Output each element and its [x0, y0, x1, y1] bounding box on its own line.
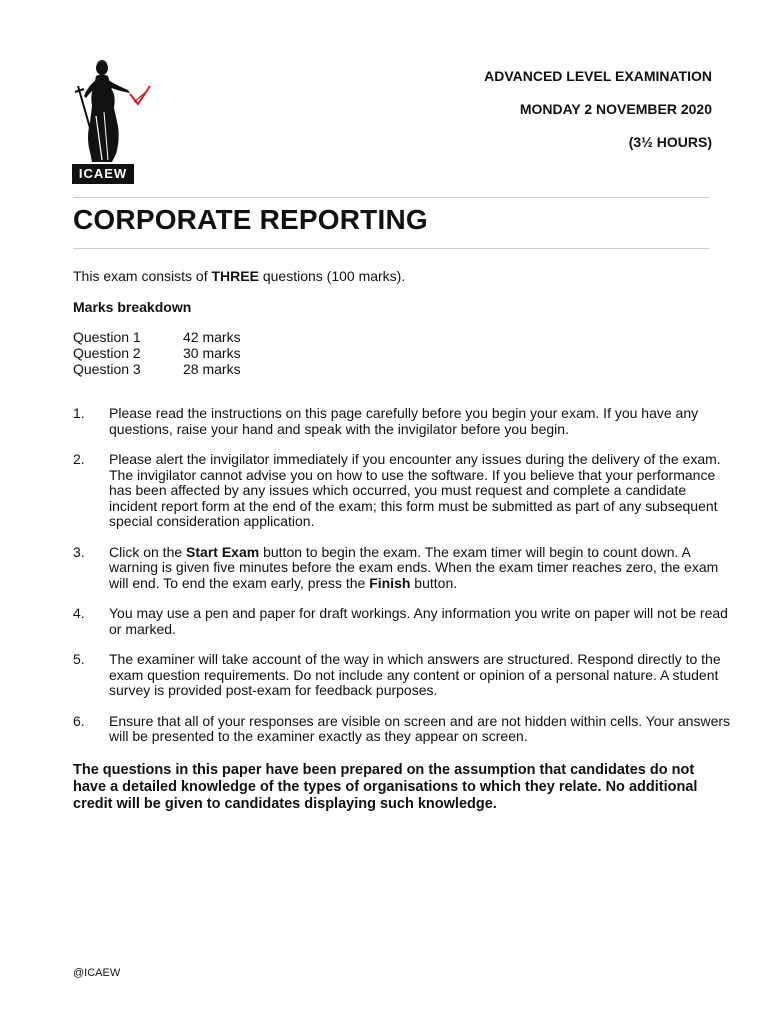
instruction-fragment: Ensure that all of your responses are visible on screen and are not hidden within cells. Your answers will be presented to the examiner exactly as they appear on screen.: [109, 712, 731, 744]
title-divider-top: [73, 197, 709, 198]
instruction-text: [109, 652, 733, 699]
marks-value: 30 marks: [183, 345, 241, 361]
instruction-fragment: Please read the instructions on this page carefully before you begin your exam. If you have any questions, raise your hand and speak with the invigilator before you begin.: [109, 405, 699, 437]
marks-breakdown-table: [73, 329, 241, 377]
marks-value: 42 marks: [183, 329, 241, 345]
icaew-logo: [72, 56, 162, 184]
instruction-text: [109, 452, 733, 530]
logo-wordmark: ICAEW: [72, 164, 134, 184]
instruction-emphasis: Finish: [369, 574, 411, 591]
instruction-number: 2.: [73, 451, 85, 467]
marks-row: [73, 345, 241, 361]
instruction-fragment: The examiner will take account of the way in which answers are structured. Respond directly to the exam question requirements. Do not include any content or opinion of a personal nature. A student survey is provided post-exam for feedback purposes.: [109, 651, 721, 698]
marks-question: Question 1: [73, 329, 141, 345]
footer-copyright: @ICAEW: [73, 967, 121, 979]
instruction-text: [109, 545, 733, 592]
instruction-fragment: button.: [410, 574, 458, 591]
instructions-list: [73, 406, 733, 760]
instruction-fragment: Click on the: [109, 543, 187, 560]
intro-suffix: questions (100 marks).: [258, 268, 406, 284]
page-title: CORPORATE REPORTING: [73, 204, 428, 235]
intro-emphasis: THREE: [211, 268, 259, 284]
exam-intro: [73, 268, 405, 285]
instruction-emphasis: Start Exam: [186, 543, 260, 560]
assumption-notice: The questions in this paper have been prepared on the assumption that candidates do not have a detailed knowledge of the types of organisations to which they relate. No additional credit will be given to candidates displaying such knowledge.: [73, 762, 698, 812]
exam-level: ADVANCED LEVEL EXAMINATION: [484, 68, 712, 84]
instruction-item: [73, 714, 733, 745]
instruction-number: 3.: [73, 543, 85, 560]
instruction-item: [73, 652, 733, 699]
instruction-number: 6.: [73, 712, 85, 729]
instruction-fragment: Please alert the invigilator immediately if you encounter any issues during the delivery of the exam. The invigilator cannot advise you on how to use the software. If you believe that your performance has been affected by any issues which occurred, you must request and complete a candidate incident report form at the end of the exam; this form must be submitted as part of any subsequent special consideration application.: [109, 451, 721, 529]
marks-breakdown-heading: Marks breakdown: [73, 299, 192, 315]
exam-date: MONDAY 2 NOVEMBER 2020: [519, 101, 712, 117]
marks-value: 28 marks: [183, 361, 241, 377]
instruction-item: [73, 452, 733, 530]
justice-figure-icon: [72, 56, 162, 164]
instruction-number: 4.: [73, 605, 85, 621]
instruction-fragment: button to begin the exam. The exam timer will begin to count down. A warning is given five minutes before the exam ends. When the exam timer reaches zero, the exam will end. To end the exam early, press the: [109, 543, 719, 591]
marks-row: [73, 361, 241, 377]
instruction-fragment: You may use a pen and paper for draft workings. Any information you write on paper will not be read or marked.: [109, 605, 728, 637]
exam-duration: (3½ HOURS): [628, 134, 712, 150]
marks-question: Question 3: [73, 361, 141, 377]
instruction-item: [73, 545, 733, 592]
intro-prefix: This exam consists of: [73, 268, 212, 284]
title-divider-bottom: [73, 248, 709, 249]
instruction-number: 5.: [73, 651, 85, 667]
instruction-text: [109, 714, 733, 745]
marks-row: [73, 329, 241, 345]
instruction-text: [109, 406, 733, 437]
instruction-text: [109, 606, 733, 637]
instruction-item: [73, 406, 733, 437]
instruction-number: 1.: [73, 405, 85, 421]
instruction-item: [73, 606, 733, 637]
exam-header: [484, 68, 712, 167]
marks-question: Question 2: [73, 345, 141, 361]
